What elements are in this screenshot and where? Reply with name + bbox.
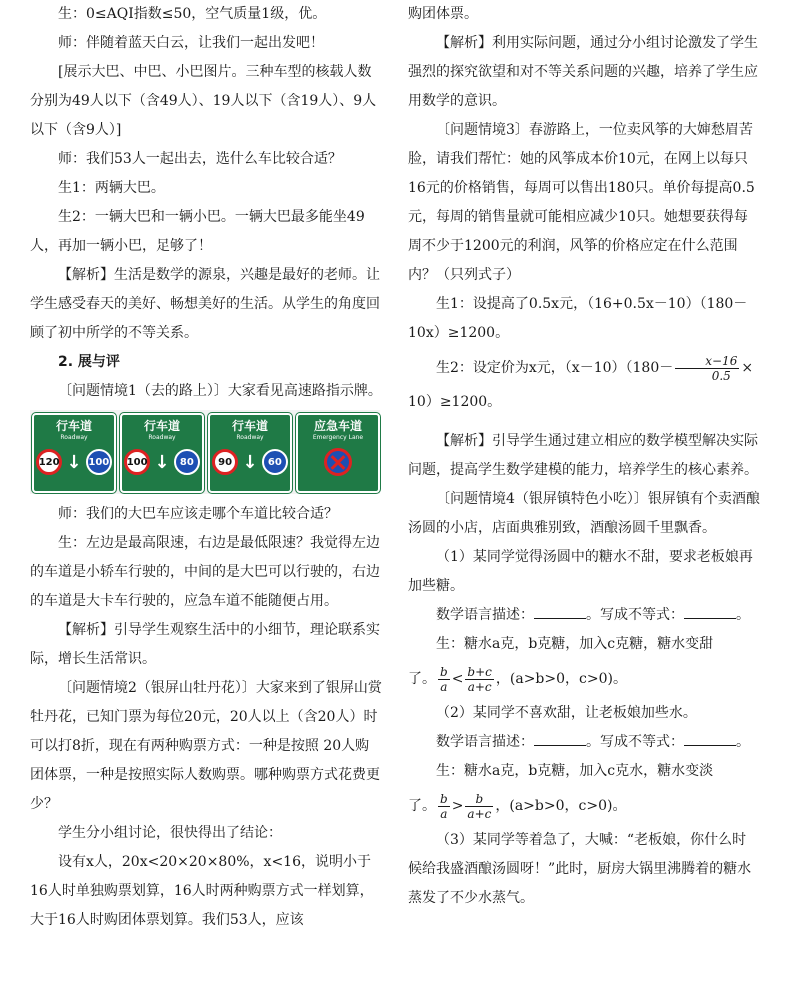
prompt-text: 数学语言描述： (436, 734, 534, 750)
fraction (675, 354, 739, 383)
analysis-paragraph (30, 616, 382, 674)
analysis-label: 【解析】 (58, 622, 114, 638)
analysis-paragraph (408, 29, 760, 116)
arrow-down-icon: ↓ (66, 451, 82, 473)
analysis-label: 【解析】 (436, 433, 492, 449)
fraction (438, 792, 450, 821)
sign-title: 行车道 (143, 419, 180, 433)
fraction (465, 665, 493, 694)
paragraph: （3）某同学等着急了，大喊：“老板娘，你什么时候给我盛酒酿汤圆呀！”此时，厨房大锅里沸腾着的糖水蒸发了不少水蒸气。 (408, 832, 752, 906)
fraction (438, 665, 450, 694)
formula-text: > (451, 798, 464, 814)
prompt-text: 。写成不等式： (586, 734, 684, 750)
paragraph: 师：伴随着蓝天白云，让我们一起出发吧！ (58, 35, 324, 51)
lane-sign (32, 413, 116, 493)
prompt-text: 。写成不等式： (586, 607, 684, 623)
sign-title: 行车道 (231, 419, 268, 433)
formula-paragraph (408, 786, 760, 826)
analysis-text: 利用实际问题，通过分小组讨论激发了学生强烈的探究欲望和对不等关系问题的兴趣，培养了学生应用数学的意识。 (408, 35, 758, 109)
fraction-numerator: b (440, 664, 448, 679)
paragraph: （2）某同学不喜欢甜，让老板娘加些水。 (436, 705, 697, 721)
emergency-lane-sign (296, 413, 380, 493)
formula-text: 了。 (408, 671, 436, 687)
prompt-text: 。 (736, 734, 750, 750)
paragraph: 生1：两辆大巴。 (58, 180, 165, 196)
paragraph: 师：我们的大巴车应该走哪个车道比较合适？ (58, 506, 338, 522)
fraction-denominator: 0.5 (711, 368, 731, 383)
formula-paragraph (408, 659, 760, 699)
no-stopping-icon (324, 448, 352, 476)
paragraph: 〔问题情境2（银屏山牡丹花）〕大家来到了银屏山赏牡丹花，已知门票为每位20元，20人以上（含20人）时可以打8折，现在有两种购票方式：一种是按照 20人购团体票，一种是按照实际人数购票。哪种购票方式花费更少？ (30, 680, 382, 812)
formula-text: 了。 (408, 798, 436, 814)
fraction-numerator: b (465, 792, 493, 807)
paragraph: 师：我们53人一起出去，选什么车比较合适？ (58, 151, 342, 167)
formula-text: × (741, 360, 754, 376)
min-speed-icon: 100 (86, 449, 112, 475)
answer-blank[interactable] (534, 731, 586, 746)
sign-subtitle: Roadway (148, 434, 176, 441)
fraction-numerator: x−16 (675, 354, 739, 369)
paragraph: 〔问题情境4（银屏镇特色小吃）〕银屏镇有个卖酒酿汤圆的小店，店面典雅别致，酒酿汤圆千里飘香。 (408, 491, 760, 536)
section-heading: 2. 展与评 (58, 354, 120, 370)
sign-title: 应急车道 (313, 419, 362, 433)
paragraph: 生：糖水a克，b克糖，加入c克糖，糖水变甜 (436, 636, 714, 652)
analysis-paragraph (408, 427, 760, 485)
max-speed-icon: 100 (124, 449, 150, 475)
arrow-down-icon: ↓ (242, 451, 258, 473)
max-speed-icon: 90 (212, 449, 238, 475)
right-column (408, 0, 760, 913)
sign-subtitle: Emergency Lane (312, 434, 364, 441)
fraction-denominator: a+c (467, 679, 492, 694)
paragraph: 生：左边是最高限速，右边是最低限速？我觉得左边的车道是小轿车行驶的，中间的是大巴可以行驶的，右边的车道是大卡车行驶的，应急车道不能随便占用。 (30, 535, 380, 609)
paragraph: 学生分小组讨论，很快得出了结论： (58, 825, 282, 841)
highway-signs-image (30, 410, 380, 494)
answer-blank[interactable] (684, 604, 736, 619)
fraction-denominator: a+c (467, 806, 492, 821)
max-speed-icon: 120 (36, 449, 62, 475)
formula-text: < (451, 671, 464, 687)
paragraph: 〔问题情境1（去的路上）〕大家看见高速路指示牌。 (58, 383, 382, 399)
formula-text: ，(a>b>0，c>0)。 (495, 671, 627, 687)
fill-in-paragraph (408, 601, 760, 630)
analysis-paragraph (30, 261, 382, 348)
arrow-down-icon: ↓ (154, 451, 170, 473)
fraction-denominator: a (440, 806, 448, 821)
answer-blank[interactable] (684, 731, 736, 746)
formula-paragraph (408, 348, 760, 388)
paragraph: 生：糖水a克，b克糖，加入c克水，糖水变淡 (436, 763, 714, 779)
fraction-numerator: b+c (467, 664, 492, 679)
sign-subtitle: Roadway (60, 434, 88, 441)
analysis-text: 引导学生通过建立相应的数学模型解决实际问题，提高学生数学建模的能力，培养学生的核心素养。 (408, 433, 758, 478)
analysis-text: 引导学生观察生活中的小细节，理论联系实际，增长生活常识。 (30, 622, 380, 667)
paragraph: 生2：一辆大巴和一辆小巴。一辆大巴最多能坐49人，再加一辆小巴，足够了！ (30, 209, 365, 254)
sign-title: 行车道 (55, 419, 92, 433)
analysis-label: 【解析】 (58, 267, 114, 283)
fraction-numerator: b (440, 791, 448, 806)
min-speed-icon: 80 (174, 449, 200, 475)
paragraph: 生1：设提高了0.5x元，（16+0.5x－10）（180－10x）≥1200。 (408, 296, 748, 341)
paragraph: 设有x人，20x<20×20×80%，x<16，说明小于16人时单独购票划算，16人时两种购票方式一样划算，大于16人时购团体票划算。我们53人，应该 (30, 854, 374, 928)
formula-text: ，(a>b>0，c>0)。 (495, 798, 627, 814)
lane-sign (208, 413, 292, 493)
paragraph: 〔问题情境3〕春游路上，一位卖风筝的大婶愁眉苦脸，请我们帮忙：她的风筝成本价10元，在网上以每只16元的价格销售，每周可以售出180只。单价每提高0.5元，每周的销售量就可能相应减少10只。她想要获得每周不少于1200元的利润，风筝的价格应定在什么范围内？（只列式子） (408, 122, 755, 283)
left-column (30, 0, 382, 935)
formula-text: 生2：设定价为x元，（x－10）（180－ (436, 360, 674, 376)
answer-blank[interactable] (534, 604, 586, 619)
paragraph: [展示大巴、中巴、小巴图片。三种车型的核载人数分别为49人以下（含49人）、19人以下（含19人）、9人以下（含9人）] (30, 64, 377, 138)
paragraph: 生：0≤AQI指数≤50，空气质量1级，优。 (58, 6, 327, 22)
paragraph: （1）某同学觉得汤圆中的糖水不甜，要求老板娘再加些糖。 (408, 549, 753, 594)
fraction-denominator: a (440, 679, 448, 694)
fill-in-paragraph (408, 728, 760, 757)
fraction (465, 792, 493, 821)
prompt-text: 数学语言描述： (436, 607, 534, 623)
min-speed-icon: 60 (262, 449, 288, 475)
analysis-label: 【解析】 (436, 35, 492, 51)
paragraph: 购团体票。 (408, 6, 478, 22)
prompt-text: 。 (736, 607, 750, 623)
lane-sign (120, 413, 204, 493)
analysis-text: 生活是数学的源泉，兴趣是最好的老师。让学生感受春天的美好、畅想美好的生活。从学生的角度回顾了初中所学的不等关系。 (30, 267, 380, 341)
paragraph: 10）≥1200。 (408, 394, 502, 410)
sign-subtitle: Roadway (236, 434, 264, 441)
